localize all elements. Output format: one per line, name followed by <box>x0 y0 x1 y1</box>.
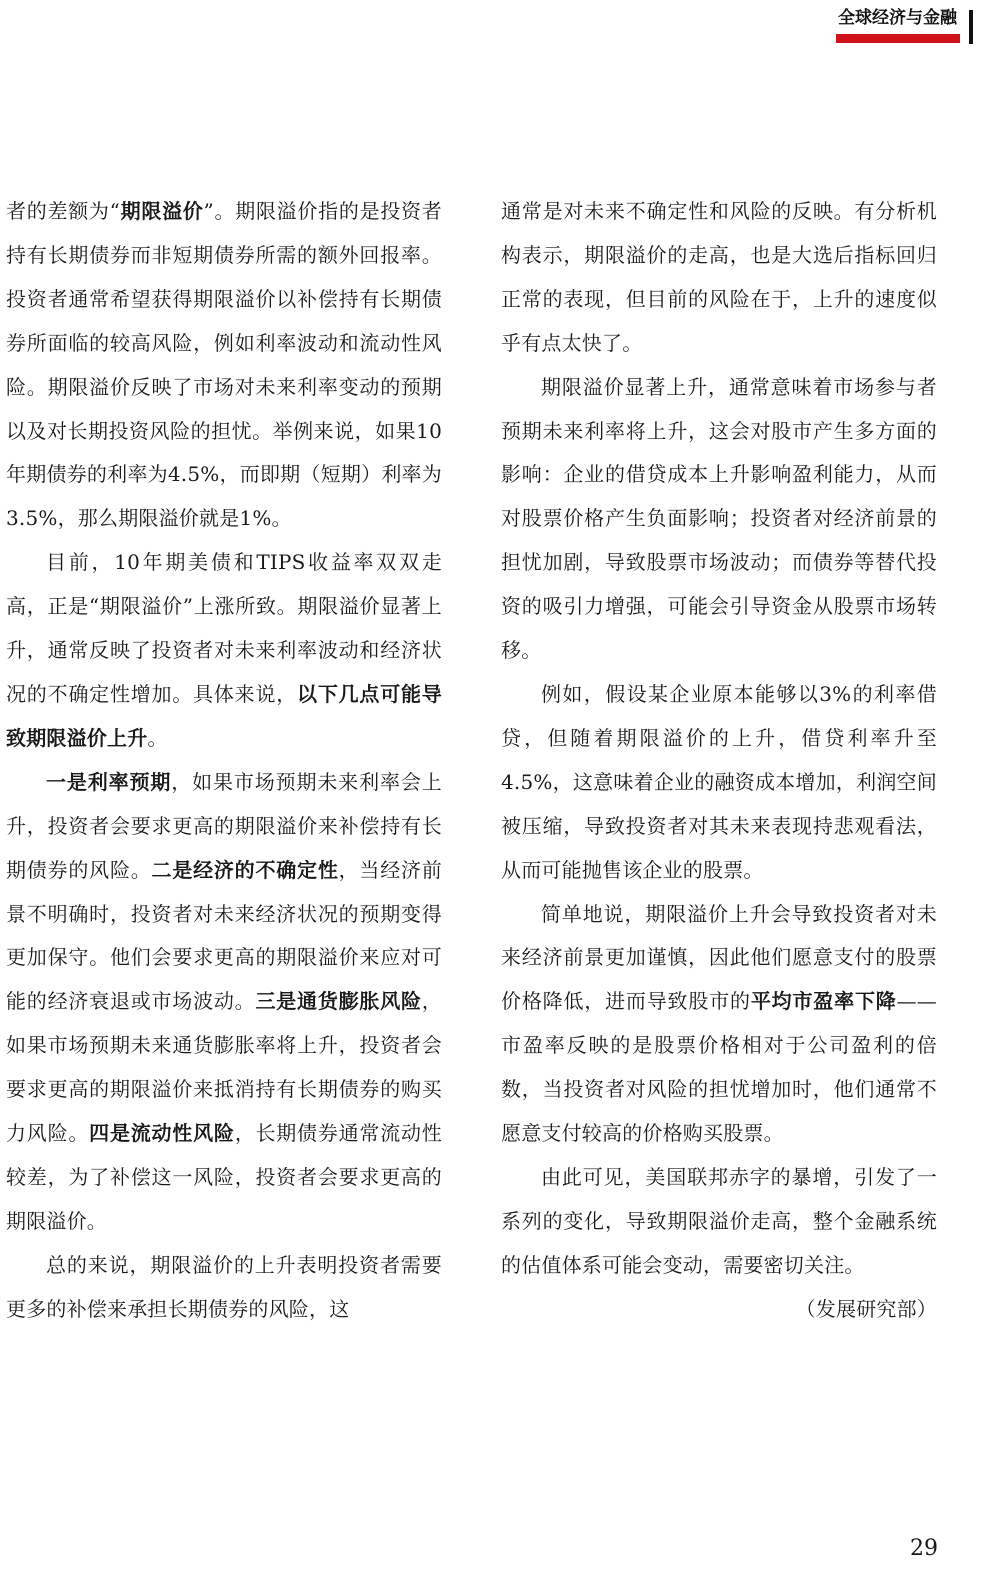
paragraph <box>501 893 937 1156</box>
paragraph: 由此可见，美国联邦赤字的暴增，引发了一系列的变化，导致期限溢价走高，整个金融系统的估值体系可能会变动，需要密切关注。 <box>501 1164 937 1277</box>
text-run: ——市盈率反映的是股票价格相对于公司盈利的倍数，当投资者对风险的担忧增加时，他们通常不愿意支付较高的价格购买股票。 <box>501 989 937 1146</box>
text-run: ，如果市场预期未来利率会上升，投资者会要求更高的期限溢价来补偿持有长期债券的风险。 <box>6 769 442 882</box>
text-run: 者的差额为“ <box>6 199 121 223</box>
bold-term: 二是经济的不确定性 <box>151 857 339 882</box>
header-red-bar <box>836 34 960 43</box>
paragraph <box>6 190 442 541</box>
text-run: ”。期限溢价指的是投资者持有长期债券而非短期债券所需的额外回报率。投资者通常希望获得期限溢价以补偿持有长期债券所面临的较高风险，例如利率波动和流动性风险。期限溢价反映了市场对未来利率变动的预期以及对长期投资风险的担忧。举例来说，如果10年期债券的利率为4.5%，而即期（短期）利率为3.5%，那么期限溢价就是1%。 <box>6 199 442 531</box>
text-run: 。 <box>147 725 168 750</box>
bold-term: 平均市盈率下降 <box>750 989 897 1014</box>
bold-term: 四是流动性风险 <box>89 1121 235 1146</box>
paragraph: 总的来说，期限溢价的上升表明投资者需要更多的补偿来承担长期债券的风险，这 <box>6 1252 442 1321</box>
left-column <box>6 190 442 1332</box>
bold-term: 一是利率预期 <box>46 769 172 794</box>
author-signature: （发展研究部） <box>795 1296 937 1321</box>
bold-term: 三是通货膨胀风险 <box>255 989 422 1014</box>
paragraph: 例如，假设某企业原本能够以3%的利率借贷，但随着期限溢价的上升，借贷利率升至4.5%，这意味着企业的融资成本增加，利润空间被压缩，导致投资者对其未来表现持悲观看法，从而可能抛售该企业的股票。 <box>501 681 937 882</box>
text-run: ，当经济前景不明确时，投资者对未来经济状况的预期变得更加保守。他们会要求更高的期限溢价来应对可能的经济衰退或市场波动。 <box>6 857 442 1014</box>
text-run: 目前，10年期美债和TIPS收益率双双走高，正是“期限溢价”上涨所致。期限溢价显著上升，通常反映了投资者对未来利率波动和经济状况的不确定性增加。具体来说， <box>6 550 442 706</box>
page-number: 29 <box>910 1536 938 1561</box>
section-title: 全球经济与金融 <box>838 8 957 28</box>
right-column <box>501 190 937 1332</box>
bold-term: 期限溢价 <box>120 199 204 223</box>
text-run: ，如果市场预期未来通货膨胀率将上升，投资者会要求更高的期限溢价来抵消持有长期债券的购买力风险。 <box>6 989 442 1146</box>
paragraph <box>6 761 442 1244</box>
paragraph: 期限溢价显著上升，通常意味着市场参与者预期未来利率将上升，这会对股市产生多方面的影响：企业的借贷成本上升影响盈利能力，从而对股票价格产生负面影响；投资者对经济前景的担忧加剧，导致股票市场波动；而债券等替代投资的吸引力增强，可能会引导资金从股票市场转移。 <box>501 374 937 663</box>
paragraph: 通常是对未来不确定性和风险的反映。有分析机构表示，期限溢价的走高，也是大选后指标回归正常的表现，但目前的风险在于，上升的速度似乎有点太快了。 <box>501 199 937 355</box>
text-run: 简单地说，期限溢价上升会导致投资者对未来经济前景更加谨慎，因此他们愿意支付的股票价格降低，进而导致股市的 <box>501 901 937 1014</box>
bold-term: 以下几点可能导致期限溢价上升 <box>6 681 442 750</box>
text-run: ，长期债券通常流动性较差，为了补偿这一风险，投资者会要求更高的期限溢价。 <box>6 1121 442 1233</box>
paragraph <box>6 541 442 761</box>
header-vertical-bar <box>969 10 973 44</box>
